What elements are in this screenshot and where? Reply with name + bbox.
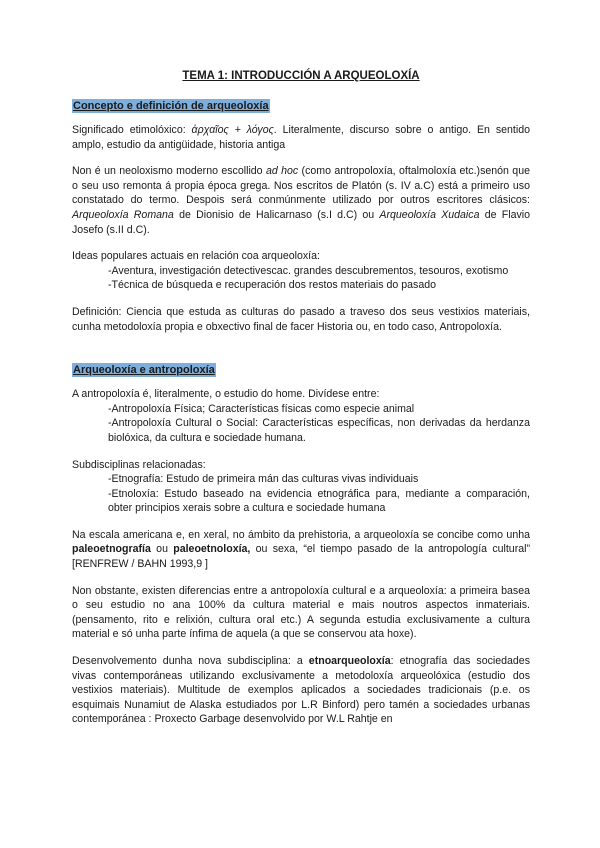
subdiscipline-item: -Etnoloxía: Estudo baseado na evidencia etnográfica para, mediante a comparación, obter principios xerais sobre a cultura e sociedade humana [108, 487, 530, 515]
neologism-text-1: Non é un neoloxismo moderno escollido [72, 165, 266, 178]
etymology-paragraph [72, 123, 530, 152]
neologism-text-4: de Flavio Josefo (s.II d.C). [72, 208, 530, 236]
document-title: TEMA 1: INTRODUCCIÓN A ARQUEOLOXÍA [182, 70, 420, 82]
ethno-bold-1: etnoarqueoloxía [308, 655, 391, 668]
american-text-3: ou sexa, “el tiempo pasado de la antropología cultural” [RENFREW / BAHN 1993,9 ] [72, 543, 530, 571]
popular-idea-item: -Técnica de búsqueda e recuperación dos restos materiais do pasado [108, 279, 437, 292]
american-bold-2: paleoetnoloxía, [173, 543, 251, 556]
anthropology-block [72, 387, 530, 445]
section-heading-anthropology: Arqueoloxía e antropoloxía [73, 364, 215, 377]
neologism-italic-1: ad hoc [265, 165, 299, 178]
subdisciplines-label: Subdisciplinas relacionadas: [72, 458, 206, 471]
american-text-2: ou [150, 543, 174, 556]
anthropology-label: A antropoloxía é, literalmente, o estudio do home. Divídese entre: [72, 388, 380, 401]
anthropology-item: -Antropoloxía Física; Características físicas como especie animal [108, 402, 415, 415]
section-heading-concept: Concepto e definición de arqueoloxía [73, 100, 269, 112]
neologism-italic-2: Arqueoloxía Romana [72, 208, 174, 221]
american-text-1: Na escala americana e, en xeral, no ámbito da prehistoria, a arqueoloxía se concibe como unha [72, 528, 530, 541]
definition-paragraph: Definición: Ciencia que estuda as culturas do pasado a traveso dos seus vestixios materiais, cunha metodoloxía propia e obxectivo final de facer Historia ou, en todo caso, Antropoloxía. [72, 305, 530, 333]
etymology-text-before: Significado etimolóxico: [72, 124, 192, 136]
subdiscipline-item: -Etnografía: Estudo de primeira mán das culturas vivas individuais [108, 473, 419, 486]
american-scale-paragraph [72, 528, 530, 572]
etymology-text-after: . Literalmente, discurso sobre o antigo. En sentido amplo, estudio da antigüidade, historia antiga [72, 124, 530, 151]
subdisciplines-block [72, 458, 530, 516]
neologism-italic-3: Arqueoloxía Xudaica [379, 208, 480, 221]
american-bold-1: paleoetnografía [72, 543, 151, 556]
ethno-text-1: Desenvolvemento dunha nova subdisciplina: a [72, 655, 309, 668]
popular-ideas-label: Ideas populares actuais en relación coa arqueoloxía: [72, 250, 320, 263]
anthropology-item: -Antropoloxía Cultural o Social: Características específicas, non derivadas da herdanza biolóxica, da cultura e sociedade humana. [108, 417, 530, 444]
ethnoarchaeology-paragraph [72, 654, 530, 727]
popular-idea-item: -Aventura, investigación detectivescac. grandes descubrementos, tesouros, exotismo [108, 264, 509, 277]
popular-ideas-block [72, 249, 530, 293]
ethno-text-2: : etnografía das sociedades vivas contemporáneas utilizando exclusivamente a metodoloxía arqueolóxica (estudio dos vestixios materiais). Multitude de exemplos aplicados a sociedades tradicionais (p.e. os esquimais Nunamiut de Alaska estudiados por L.R Binford) pero tamén a sociedades urbanas contemporánea : Proxecto Garbage desenvolvido por W.L Rahtje en [72, 655, 530, 726]
neologism-paragraph [72, 164, 530, 237]
differences-paragraph: Non obstante, existen diferencias entre a antropoloxía cultural e a arqueoloxía: a primeira basea o seu estudio no ana 100% da cultura material e mais noutros aspectos inmateriais. (pensamento, rito e relixión, cultura oral etc.) A segunda estudia exclusivamente a cultura material e só unha parte ínfima de aquela (a que se conservou ata hoxe). [72, 584, 530, 641]
neologism-text-3: de Dionisio de Halicarnaso (s.I d.C) ou [173, 208, 380, 221]
neologism-text-2: (como antropoloxía, oftalmoloxía etc.)senón que o seu uso remonta á propia época grega. Nos escritos de Platón (s. IV a.C) está a primeiro uso constatado do termo. Despois será conmúnmente utilizado por outros escritores clásicos: [72, 165, 530, 207]
etymology-greek: ἀρχαῖος + λόγος [191, 124, 274, 136]
